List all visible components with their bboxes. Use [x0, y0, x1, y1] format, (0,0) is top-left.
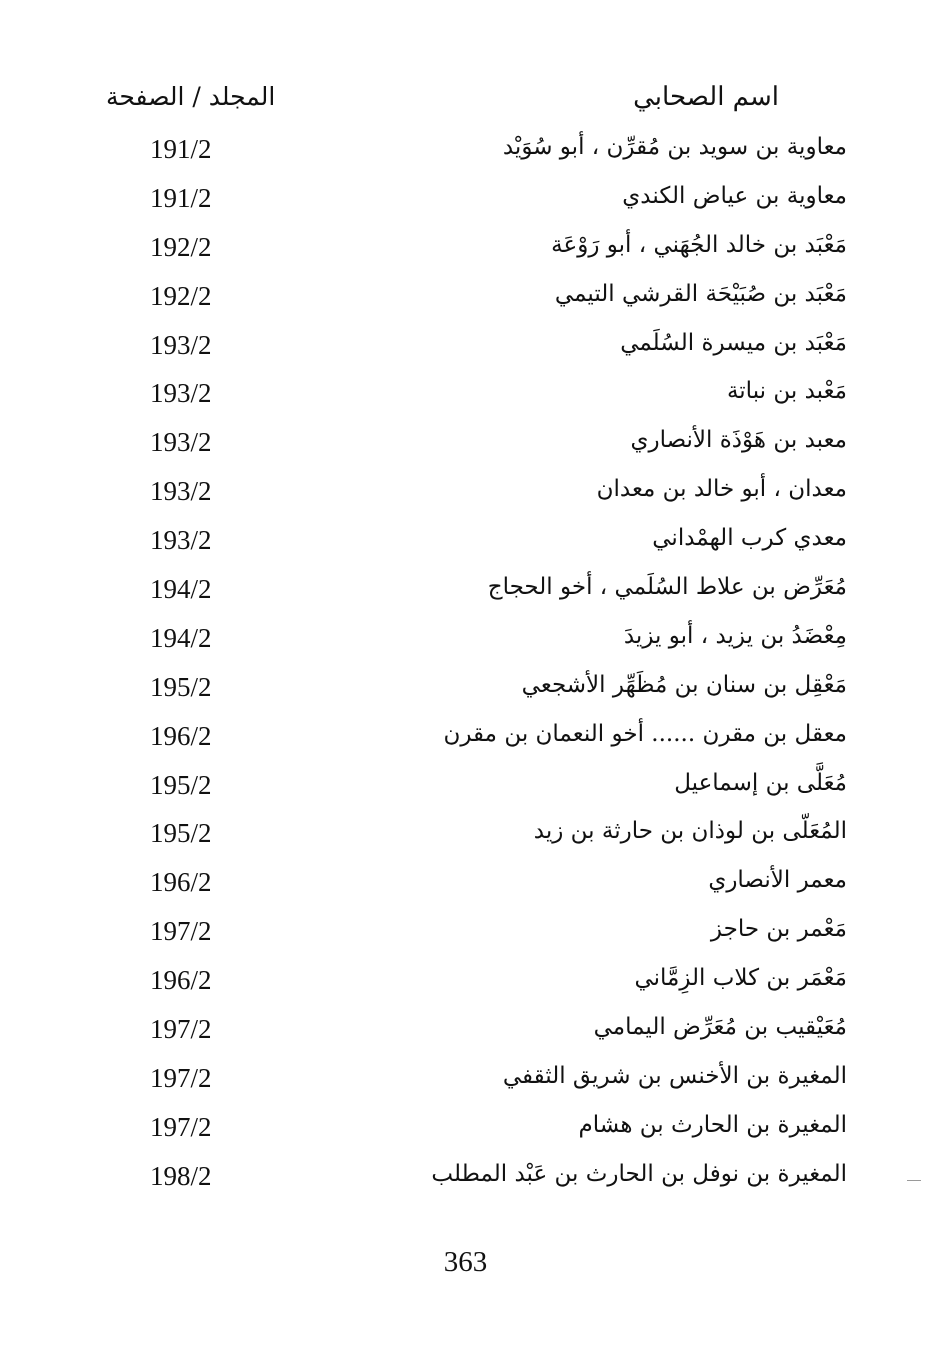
volume-page-ref: 197/2 [150, 1062, 212, 1093]
companion-name: مَعْقِل بن سنان بن مُظَهِّر الأشجعي [521, 671, 847, 698]
list-item [0, 1157, 931, 1206]
companion-name: مُعَيْقيب بن مُعَرِّض اليمامي [593, 1014, 847, 1041]
list-item [0, 277, 931, 326]
margin-mark [907, 1180, 921, 1181]
list-item [0, 1010, 931, 1059]
list-item [0, 374, 931, 423]
volume-page-ref: 193/2 [150, 525, 212, 556]
volume-page-ref: 198/2 [150, 1160, 212, 1191]
companion-name: مَعْبَد بن صُبَيْحَة القرشي التيمي [554, 280, 847, 307]
volume-page-ref: 191/2 [150, 134, 212, 164]
volume-page-ref: 194/2 [150, 622, 212, 653]
list-item [0, 521, 931, 570]
index-list [0, 130, 931, 1206]
list-item [0, 130, 931, 179]
volume-page-ref: 197/2 [150, 916, 212, 947]
companion-name: المغيرة بن نوفل بن الحارث بن عَبْد المطلب [431, 1160, 847, 1187]
list-item [0, 814, 931, 863]
volume-page-ref: 197/2 [150, 1014, 212, 1045]
volume-page-ref: 191/2 [150, 182, 212, 213]
list-item [0, 766, 931, 815]
companion-name: معاوية بن سويد بن مُقرِّن ، أبو سُوَيْد [502, 134, 847, 160]
list-item [0, 472, 931, 521]
volume-page-ref: 193/2 [150, 378, 212, 409]
companion-name: مِعْضَدُ بن يزيد ، أبو يزيدَ [623, 622, 847, 649]
volume-page-ref: 193/2 [150, 427, 212, 458]
companion-name: مُعَرِّض بن علاط السُلَمي ، أخو الحجاج [487, 574, 847, 601]
list-item [0, 912, 931, 961]
companion-name: معمر الأنصاري [708, 867, 847, 894]
companion-name: المُعَلّى بن لوذان بن حارثة بن زيد [533, 818, 847, 845]
list-item [0, 326, 931, 375]
companion-name: معقل بن مقرن ...... أخو النعمان بن مقرن [443, 720, 847, 747]
companion-name: المغيرة بن الأخنس بن شريق الثقفي [502, 1062, 847, 1089]
companion-name: مُعَلَّى بن إسماعيل [674, 769, 847, 796]
page-number: 363 [443, 1246, 488, 1278]
volume-page-ref: 193/2 [150, 329, 212, 360]
table-header [0, 82, 931, 122]
list-item [0, 570, 931, 619]
volume-page-ref: 192/2 [150, 231, 212, 262]
volume-page-column-header: المجلد / الصفحة [106, 82, 276, 111]
list-item [0, 717, 931, 766]
companion-name: مَعْبَد بن ميسرة السُلَمي [620, 329, 847, 356]
companion-name-column-header: اسم الصحابي [633, 82, 779, 112]
companion-name: معاوية بن عياض الكندي [622, 182, 847, 209]
companion-name: معدي كرب الهمْداني [652, 525, 847, 552]
companion-name: معدان ، أبو خالد بن معدان [596, 476, 847, 503]
list-item [0, 961, 931, 1010]
volume-page-ref: 197/2 [150, 1111, 212, 1142]
volume-page-ref: 195/2 [150, 671, 212, 702]
volume-page-ref: 195/2 [150, 818, 212, 849]
volume-page-ref: 196/2 [150, 965, 212, 996]
list-item [0, 1059, 931, 1108]
list-item [0, 179, 931, 228]
volume-page-ref: 194/2 [150, 574, 212, 605]
list-item [0, 1108, 931, 1157]
volume-page-ref: 195/2 [150, 769, 212, 800]
companion-name: مَعْبَد بن خالد الجُهَني ، أبو رَوْعَة [551, 231, 847, 258]
list-item [0, 619, 931, 668]
list-item [0, 423, 931, 472]
volume-page-ref: 196/2 [150, 867, 212, 898]
volume-page-ref: 193/2 [150, 476, 212, 507]
list-item [0, 668, 931, 717]
companion-name: مَعْمَر بن كلاب الزِمَّاني [634, 965, 847, 992]
companion-name: مَعْمر بن حاجز [710, 916, 847, 943]
volume-page-ref: 192/2 [150, 280, 212, 311]
companion-name: مَعْبد بن نباتة [726, 378, 847, 405]
companion-name: معبد بن هَوْذَة الأنصاري [630, 427, 847, 454]
list-item [0, 228, 931, 277]
list-item [0, 863, 931, 912]
companion-name: المغيرة بن الحارث بن هشام [578, 1111, 847, 1138]
volume-page-ref: 196/2 [150, 720, 212, 751]
